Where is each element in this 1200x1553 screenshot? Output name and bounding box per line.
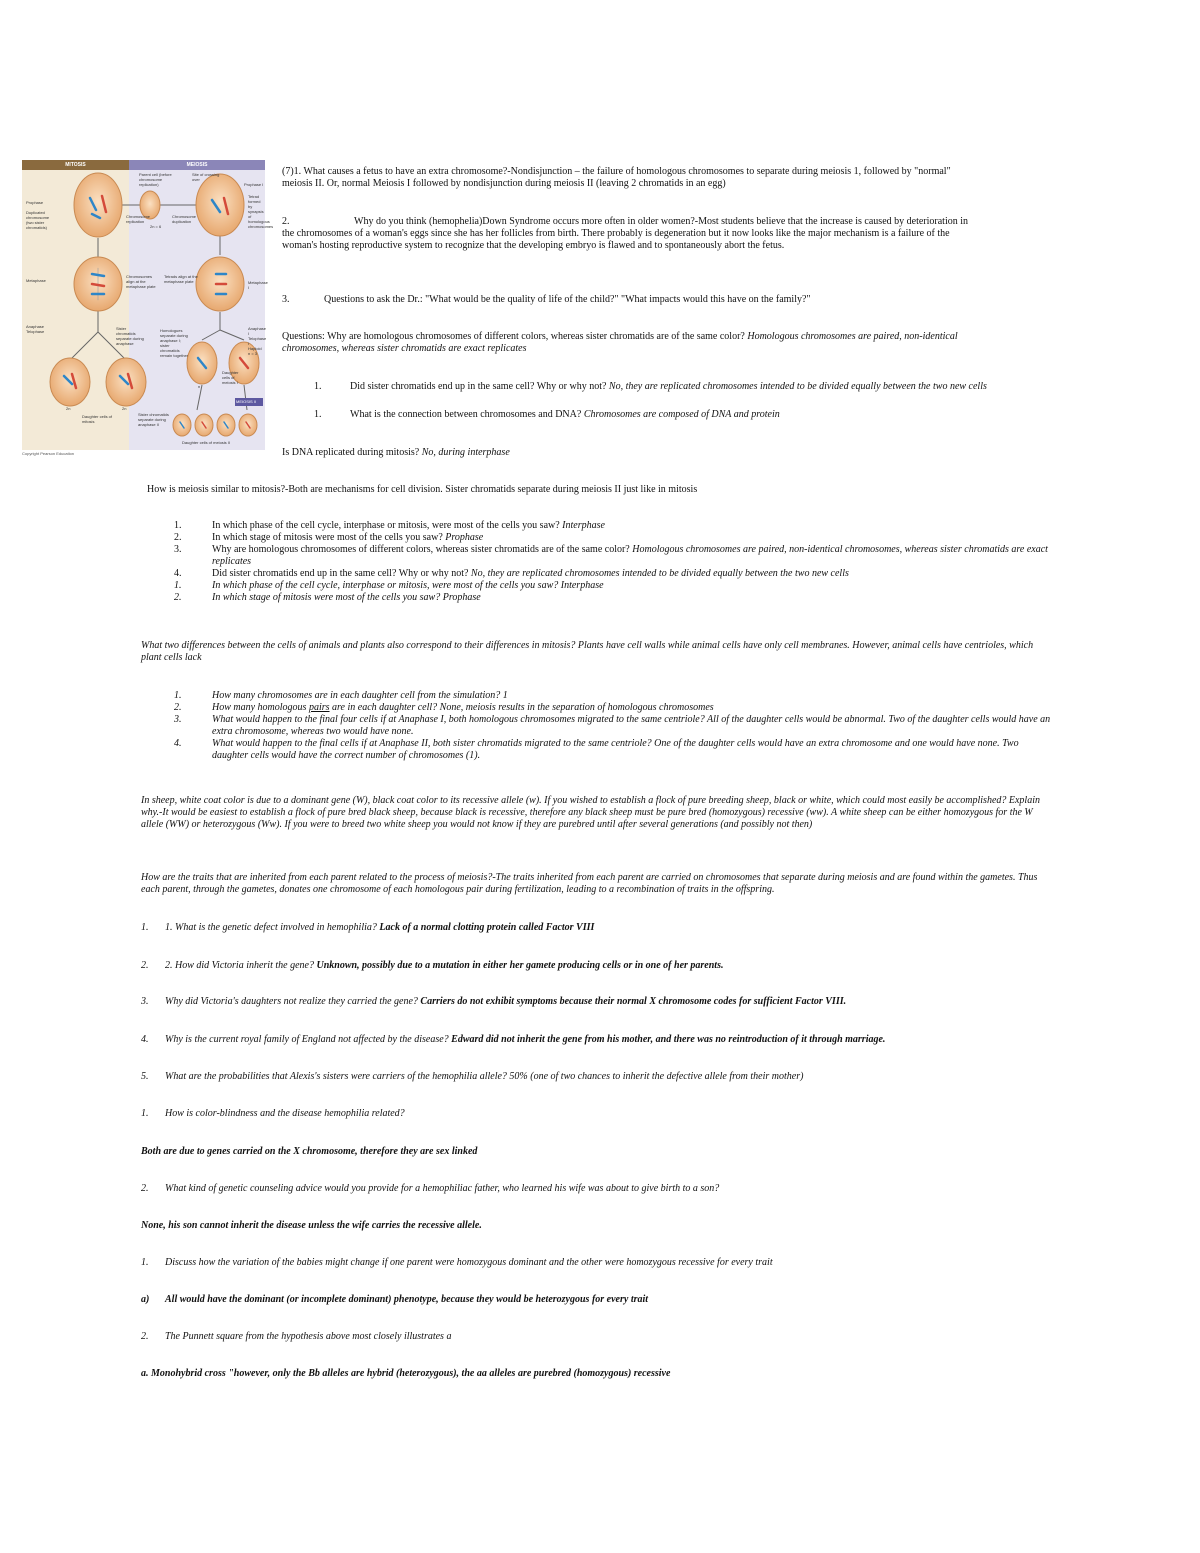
list-item: 1. In which phase of the cell cycle, interphase or mitosis, were most of the cells you saw? Interphase xyxy=(174,520,605,531)
label-tetrads-align: Tetrads align at the metaphase plate xyxy=(164,274,198,284)
label-parent-cell: Parent cell (before chromosome replication) xyxy=(139,172,172,187)
question-doctor xyxy=(282,294,811,306)
n1-question: Did sister chromatids end up in the same cell? Why or why not? xyxy=(350,381,607,392)
label-prophase: Prophase xyxy=(26,200,44,205)
label-2n-left: 2n xyxy=(66,406,71,411)
question-dna-replicated xyxy=(282,447,510,459)
answer-color-blindness: Both are due to genes carried on the X chromosome, therefore they are sex linked xyxy=(141,1146,478,1157)
dna-question: Is DNA replicated during mitosis? xyxy=(282,447,420,458)
list-item: 4. What would happen to the final cells if at Anaphase II, both sister chromatids migrated to the same centriole? One of the daughter cells would have an extra chromosome and one would have none. Two daughter cells would have the correct number of chromosomes (1). xyxy=(174,738,1019,761)
list-item: 3. Why are homologous chromosomes of different colors, whereas sister chromatids are of the same color? Homologous chromosomes are paired, non-identical chromosomes, whereas sister chromatids are exact replicates xyxy=(174,544,1048,567)
mitosis-meiosis-figure xyxy=(22,160,274,450)
question-chromosomes-dna xyxy=(282,409,780,421)
question-sheep: In sheep, white coat color is due to a dominant gene (W), black coat color to its recessive allele (w). If you wished to establish a flock of pure breeding sheep, black or white, which could most easily be accomplished? Explain why.-It would be easiest to establish a flock of pure bred black sheep, because black is recessive, therefore any black sheep must be pure bred (homozygous) recessive (ww). A white sheep can be either homozygous for the W allele (WW) or heterozygous (Ww). If you were to breed two white sheep you would not know if they are purebred until after several generations (and possibly not then) xyxy=(141,795,1040,830)
answer-monohybrid: a. Monohybrid cross "however, only the Bb alleles are hybrid (heterozygous), the aa alleles are purebred (homozygous) recessive xyxy=(141,1368,671,1379)
label-meiosis-ii: MEIOSIS II xyxy=(236,399,257,404)
n2-question: What is the connection between chromosomes and DNA? xyxy=(350,409,582,420)
mitosis-header: MITOSIS xyxy=(22,160,129,170)
n1-answer: No, they are replicated chromosomes intended to be divided equally between the two new cells xyxy=(608,381,987,392)
hemophilia-q5: 5. What are the probabilities that Alexis's sisters were carriers of the hemophilia allele? 50% (one of two chances to inherit the defective allele from their mother) xyxy=(141,1071,804,1082)
label-daughter-cells-ii: Daughter cells of meiosis II xyxy=(182,440,231,445)
label-metaphase-i: Metaphase I xyxy=(248,280,268,290)
question-variation: 1. Discuss how the variation of the babies might change if one parent were homozygous dominant and the other were homozygous recessive for every trait xyxy=(141,1257,773,1268)
list-item: 4. Did sister chromatids end up in the same cell? Why or why not? No, they are replicated chromosomes intended to be divided equally between the two new cells xyxy=(174,568,849,579)
q3-number: 3. xyxy=(282,294,290,305)
hemophilia-q3: 3. Why did Victoria's daughters not realize they carried the gene? Carriers do not exhibit symptoms because their normal X chromosome codes for sufficient Factor VIII. xyxy=(141,996,847,1007)
label-daughter-cells-i: Daughter cells of meiosis I xyxy=(222,370,239,385)
label-chromosomes-align: Chromosomes align at the metaphase plate xyxy=(126,274,156,289)
answer-counseling: None, his son cannot inherit the disease unless the wife carries the recessive allele. xyxy=(141,1220,482,1231)
q2-text: Why do you think (hemophelia)Down Syndrome occurs more often in older women?-Most students believe that the increase is caused by deterioration in the chromosomes of a woman's eggs since she has her follicles from birth. There probably is degeneration but it now looks like the major mechanism is a failure of the woman's hosting reproductive system to recognize that the developing embryo is flawed and to spontaneously abort the fetus. xyxy=(282,216,969,251)
hemophilia-q1: 1. 1. What is the genetic defect involved in hemophilia? Lack of a normal clotting protein called Factor VIII xyxy=(141,922,595,933)
question-sister-chromatids xyxy=(282,381,992,393)
label-sister-chromatids-separate: Sister chromatids separate during anaphase xyxy=(116,326,144,346)
list-item: 2. How many homologous pairs are in each daughter cell? None, meiosis results in the separation of homologous chromosomes xyxy=(174,702,714,713)
question-punnett: 2. The Punnett square from the hypothesis above most closely illustrates a xyxy=(141,1331,452,1342)
label-anaphase-telophase: Anaphase Telophase xyxy=(26,324,45,334)
label-metaphase: Metaphase xyxy=(26,278,46,283)
question-homologous-colors xyxy=(282,331,992,355)
label-site-crossing-over: Site of crossing over xyxy=(192,172,220,182)
list-item: 2. In which stage of mitosis were most of the cells you saw? Prophase xyxy=(174,592,481,603)
question-extra-chromosome: (7)1. What causes a fetus to have an extra chromosome?-Nondisjunction – the failure of homologous chromosomes to separate during meiosis 1, followed by "normal" meiosis II. Or, normal Meiosis I followed by nondisjunction during meiosis II (leaving 2 chromatids in an egg) xyxy=(282,166,951,189)
label-prophase-i: Prophase I xyxy=(244,182,264,187)
label-2n-right: 2n xyxy=(122,406,127,411)
label-daughter-cells-mitosis: Daughter cells of mitosis xyxy=(82,414,113,424)
question-color-blindness: 1. How is color-blindness and the disease hemophilia related? xyxy=(141,1108,405,1119)
question-counseling: 2. What kind of genetic counseling advice would you provide for a hemophiliac father, who learned his wife was about to give birth to a son? xyxy=(141,1183,720,1194)
q3-text: Questions to ask the Dr.: "What would be the quality of life of the child?" "What impacts would this have on the family?" xyxy=(324,294,811,305)
n1-number: 1. xyxy=(314,381,322,392)
hemophilia-q2: 2. 2. How did Victoria inherit the gene? Unknown, possibly due to a mutation in either her gamete producing cells or in one of her parents. xyxy=(141,960,724,971)
dna-answer: No, during interphase xyxy=(421,447,510,458)
meiosis-header: MEIOSIS xyxy=(129,160,265,170)
list-item: 3. What would happen to the final four cells if at Anaphase I, both homologous chromosomes migrated to the same centriole? All of the daughter cells would be abnormal. Two of the daughter cells would have an extra chromosome, whereas two would have none. xyxy=(174,714,1051,737)
label-duplicated-chromosome: Duplicated chromosome (two sister chromatids) xyxy=(26,210,50,230)
q2-number: 2. xyxy=(282,216,290,227)
label-n: n xyxy=(198,384,201,389)
question-traits-meiosis: How are the traits that are inherited from each parent related to the process of meiosis?-The traits inherited from each parent are carried on chromosomes that separate during meiosis and are found within the gametes. Thus each parent, through the gametes, donates one chromosome of each homologous pair during fertilization, leading to a recombination of traits in the offspring. xyxy=(141,872,1038,895)
label-haploid: Haploid n = 3 xyxy=(248,346,262,356)
list-item: 1. In which phase of the cell cycle, interphase or mitosis, were most of the cells you saw? Interphase xyxy=(174,580,604,591)
figure-caption: Copyright Pearson Education xyxy=(22,451,75,456)
n2-answer: Chromosomes are composed of DNA and protein xyxy=(583,409,780,420)
question-meiosis-similar: How is meiosis similar to mitosis?-Both are mechanisms for cell division. Sister chromatids separate during meiosis II just like in mitosis xyxy=(147,484,698,495)
label-chromosome-replication: Chromosome replication xyxy=(126,214,151,224)
qs-answer: Homologous chromosomes are paired, non-identical chromosomes, whereas sister chromatids are exact replicates xyxy=(282,331,958,354)
question-plants-animals: What two differences between the cells of animals and plants also correspond to their differences in mitosis? Plants have cell walls while animal cells have only cell membranes. However, animal cells have centrioles, which plant cells lack xyxy=(141,640,1034,663)
cell-division-diagram xyxy=(22,160,274,450)
label-anaphase-i-telophase-i: Anaphase I Telophase I xyxy=(248,326,267,346)
n2-number: 1. xyxy=(314,409,322,420)
qs-prefix: Questions: Why are homologous chromosomes of different colors, whereas sister chromatids are of the same color? xyxy=(282,331,745,342)
answer-variation: a) All would have the dominant (or incomplete dominant) phenotype, because they would be heterozygous for every trait xyxy=(141,1294,649,1305)
hemophilia-q4: 4. Why is the current royal family of England not affected by the disease? Edward did not inherit the gene from his mother, and there was no reintroduction of it through marriage. xyxy=(141,1034,886,1045)
label-sister-chromatids-separate-ii: Sister chromatids separate during anaphase II xyxy=(138,412,169,427)
question-down-syndrome xyxy=(282,216,982,252)
label-tetrad: Tetrad formed by synapsis of homologous chromosomes xyxy=(248,194,274,229)
label-homologues-separate: Homologues separate during anaphase I; sister chromatids remain together xyxy=(160,328,189,358)
label-chromosome-duplication: Chromosome duplication xyxy=(172,214,197,224)
list-item: 1. How many chromosomes are in each daughter cell from the simulation? 1 xyxy=(174,690,508,701)
list-item: 2. In which stage of mitosis were most of the cells you saw? Prophase xyxy=(174,532,484,543)
simulation-questions-list xyxy=(174,690,1054,762)
mitosis-questions-list xyxy=(174,520,1054,604)
label-2n-6: 2n = 6 xyxy=(150,224,162,229)
